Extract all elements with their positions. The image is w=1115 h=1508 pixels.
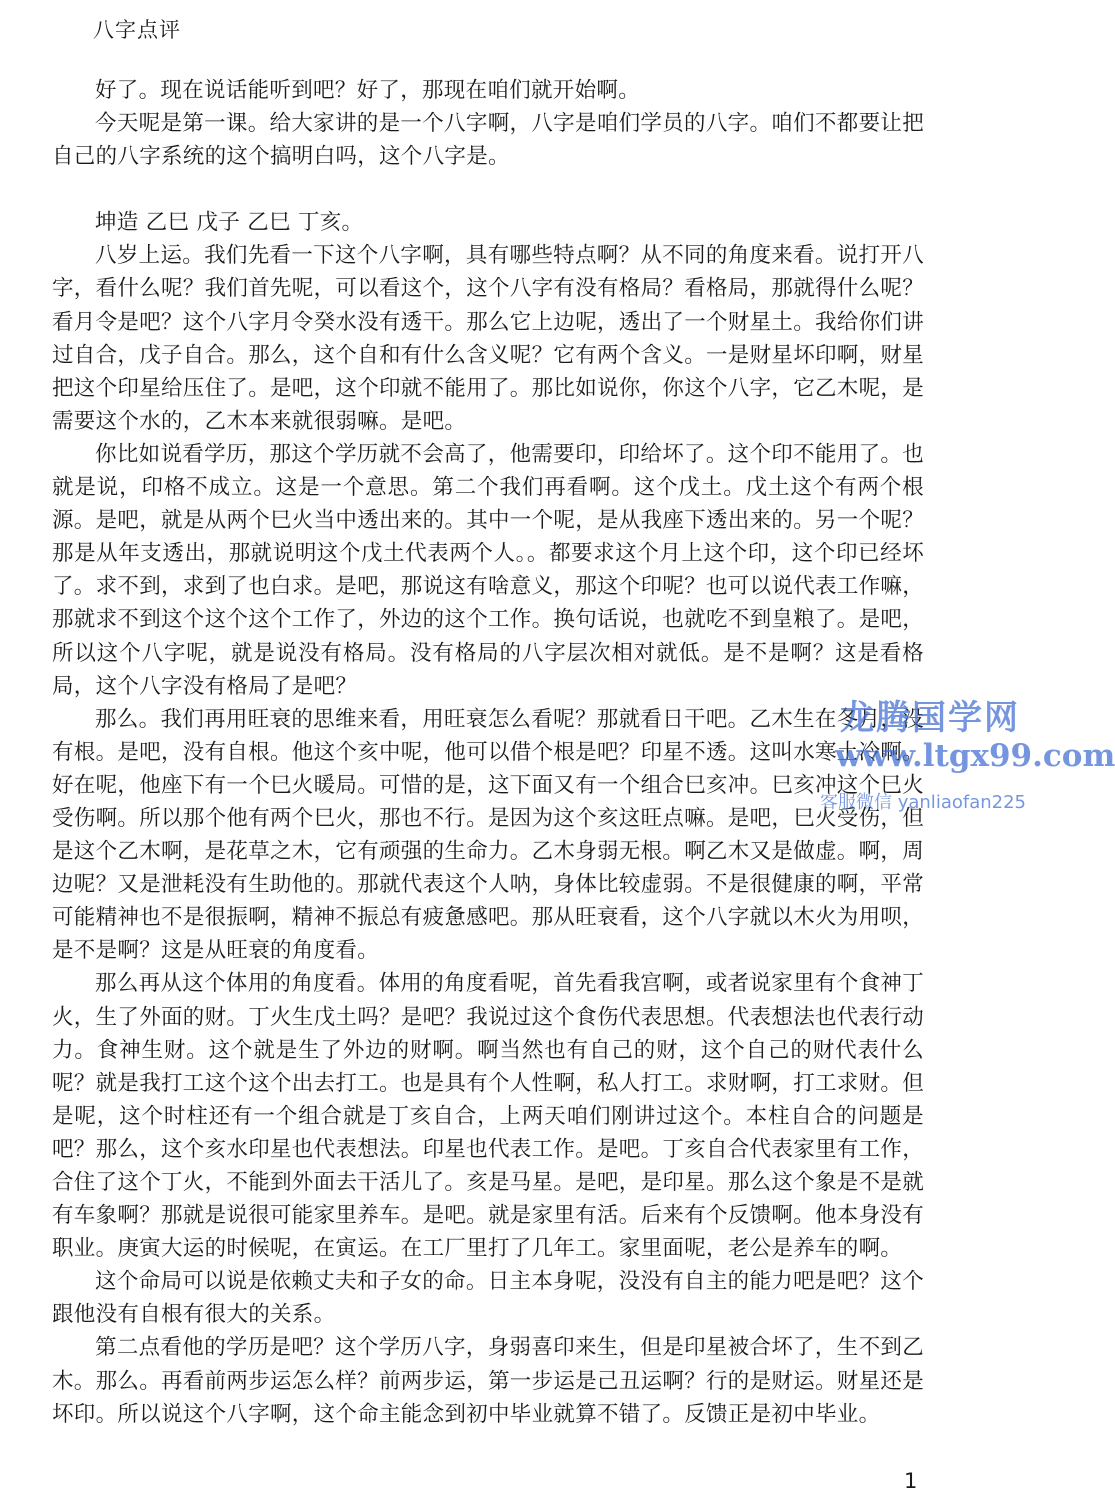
page-header-title: 八字点评 — [93, 18, 181, 42]
paragraph-2: 今天呢是第一课。给大家讲的是一个八字啊，八字是咱们学员的八字。咱们不都要让把自己的八字系统的这个搞明白吗，这个八字是。 — [52, 111, 924, 170]
watermark-site-name: 龙腾国学网 — [840, 698, 1020, 738]
paragraph-6: 那么。我们再用旺衰的思维来看，用旺衰怎么看呢？那就看日干吧。乙木生在冬月，没有根。是吧，没有自根。他这个亥中呢，他可以借个根是吧？印星不透。这叫水寒土冷啊。好在呢，他座下有一个巳火暖局。可惜的是，这下面又有一个组合巳亥冲。巳亥冲这个巳火受伤啊。所以那个他有两个巳火，那也不行。是因为这个亥这旺点嘛。是吧，巳火受伤，但是这个乙木啊，是花草之木，它有顽强的生命力。乙木身弱无根。啊乙木又是做虚。啊，周边呢？又是泄耗没有生助他的。那就代表这个人呐，身体比较虚弱。不是很健康的啊，平常可能精神也不是很振啊，精神不振总有疲惫感吧。那从旺衰看，这个八字就以木火为用呗，是不是啊？这是从旺衰的角度看。 — [52, 706, 925, 964]
paragraph-4: 八岁上运。我们先看一下这个八字啊，具有哪些特点啊？从不同的角度来看。说打开八字，看什么呢？我们首先呢，可以看这个，这个八字有没有格局？看格局，那就得什么呢？看月令是吧？这个八字月令癸水没有透干。那么它上边呢，透出了一个财星土。我给你们讲过自合，戊子自合。那么，这个自和有什么含义呢？它有两个含义。一是财星坏印啊，财星把这个印星给压住了。是吧，这个印就不能用了。那比如说你，你这个八字，它乙木呢，是需要这个水的，乙木本来就很弱嘛。是吧。 — [52, 243, 925, 434]
paragraph-7: 那么再从这个体用的角度看。体用的角度看呢，首先看我宫啊，或者说家里有个食神丁火，生了外面的财。丁火生戊土吗？是吧？我说过这个食伤代表思想。代表想法也代表行动力。食神生财。这个就是生了外边的财啊。啊当然也有自己的财，这个自己的财代表什么呢？就是我打工这个这个出去打工。也是具有个人性啊，私人打工。求财啊，打工求财。但是呢，这个时柱还有一个组合就是丁亥自合，上两天咱们刚讲过这个。本柱自合的问题是吧？那么，这个亥水印星也代表想法。印星也代表工作。是吧。丁亥自合代表家里有工作，合住了这个丁火，不能到外面去干活儿了。亥是马星。是吧，是印星。那么这个象是不是就有车象啊？那就是说很可能家里养车。是吧。就是家里有活。后来有个反馈啊。他本身没有职业。庚寅大运的时候呢，在寅运。在工厂里打了几年工。家里面呢，老公是养车的啊。 — [52, 971, 925, 1262]
paragraph-9: 第二点看他的学历是吧？这个学历八字，身弱喜印来生，但是印星被合坏了，生不到乙木。那么。再看前两步运怎么样？前两步运，第一步运是己丑运啊？行的是财运。财星还是坏印。所以说这个八字啊，这个命主能念到初中毕业就算不错了。反馈正是初中毕业。 — [52, 1335, 925, 1427]
watermark-contact: 客服微信 yanliaofan225 — [820, 792, 1026, 813]
document-body — [52, 74, 924, 1431]
paragraph-5: 你比如说看学历，那这个学历就不会高了，他需要印，印给坏了。这个印不能用了。也就是说，印格不成立。这是一个意思。第二个我们再看啊。这个戊土。戊土这个有两个根源。是吧，就是从两个巳火当中透出来的。其中一个呢，是从我座下透出来的。另一个呢？那是从年支透出，那就说明这个戊土代表两个人。。都要求这个月上这个印，这个印已经坏了。求不到，求到了也白求。是吧，那说这有啥意义，那这个印呢？也可以说代表工作嘛，那就求不到这个这个这个工作了，外边的这个工作。换句话说，也就吃不到皇粮了。是吧，所以这个八字呢，就是说没有格局。没有格局的八字层次相对就低。是不是啊？这是看格局，这个八字没有格局了是吧？ — [52, 441, 925, 699]
paragraph-8: 这个命局可以说是依赖丈夫和子女的命。日主本身呢，没没有自主的能力吧是吧？这个跟他没有自根有很大的关系。 — [52, 1269, 924, 1328]
watermark-url: www.ltgx99.com — [835, 738, 1115, 774]
paragraph-1: 好了。现在说话能听到吧？好了，那现在咱们就开始啊。 — [95, 78, 641, 103]
page-number: 1 — [904, 1469, 918, 1493]
chart-line: 坤造 乙巳 戊子 乙巳 丁亥。 — [95, 210, 364, 236]
